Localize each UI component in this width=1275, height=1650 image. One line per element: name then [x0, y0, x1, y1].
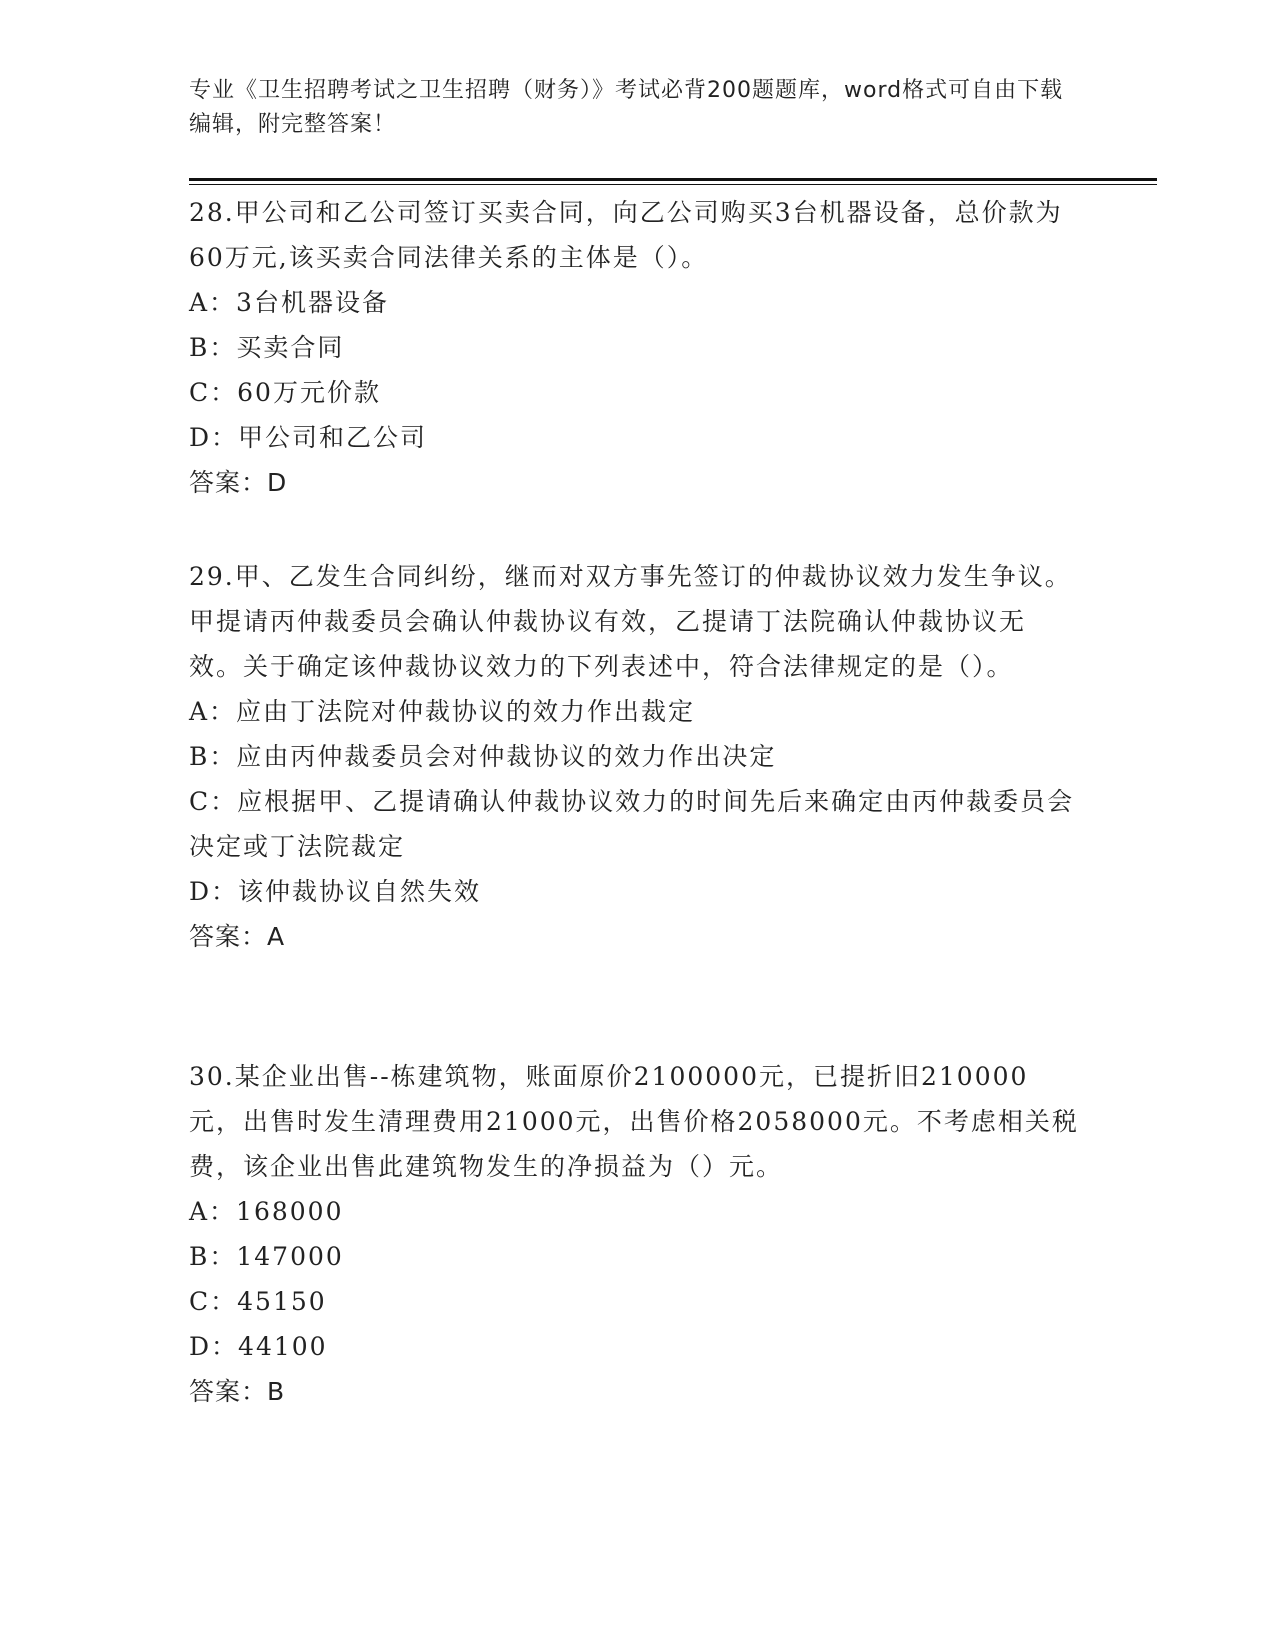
option-c: C：45150 — [189, 1287, 327, 1316]
option-c: C：60万元价款 — [189, 378, 381, 407]
answer: 答案：D — [189, 468, 288, 497]
question-stem: 30.某企业出售--栋建筑物，账面原价2100000元，已提折旧210000元，出售时发生清理费用21000元，出售价格2058000元。不考虑相关税费，该企业出售此建筑物发生的净损益为（）元。 — [189, 1062, 1079, 1181]
question-30 — [189, 1054, 1079, 1414]
answer: 答案：A — [189, 922, 286, 951]
option-d: D：甲公司和乙公司 — [189, 423, 428, 452]
option-a: A：应由丁法院对仲裁协议的效力作出裁定 — [189, 697, 696, 726]
option-a: A：3台机器设备 — [189, 288, 389, 317]
option-c: C：应根据甲、乙提请确认仲裁协议效力的时间先后来确定由丙仲裁委员会决定或丁法院裁定 — [189, 787, 1075, 861]
option-b: B：147000 — [189, 1242, 344, 1271]
option-b: B：应由丙仲裁委员会对仲裁协议的效力作出决定 — [189, 742, 777, 771]
answer: 答案：B — [189, 1377, 286, 1406]
option-d: D：44100 — [189, 1332, 328, 1361]
question-stem: 29.甲、乙发生合同纠纷，继而对双方事先签订的仲裁协议效力发生争议。甲提请丙仲裁委员会确认仲裁协议有效，乙提请丁法院确认仲裁协议无效。关于确定该仲裁协议效力的下列表述中，符合法律规定的是（）。 — [189, 562, 1072, 681]
question-28 — [189, 190, 1079, 505]
header-rule-thick — [189, 178, 1157, 181]
option-a: A：168000 — [189, 1197, 344, 1226]
document-header: 专业《卫生招聘考试之卫生招聘（财务）》考试必背200题题库，word格式可自由下载编辑，附完整答案！ — [189, 78, 1064, 137]
header-rule-thin — [189, 184, 1157, 185]
question-29 — [189, 554, 1079, 959]
option-d: D：该仲裁协议自然失效 — [189, 877, 482, 906]
question-stem: 28.甲公司和乙公司签订买卖合同，向乙公司购买3台机器设备，总价款为60万元,该买卖合同法律关系的主体是（）。 — [189, 198, 1063, 272]
option-b: B：买卖合同 — [189, 333, 345, 362]
